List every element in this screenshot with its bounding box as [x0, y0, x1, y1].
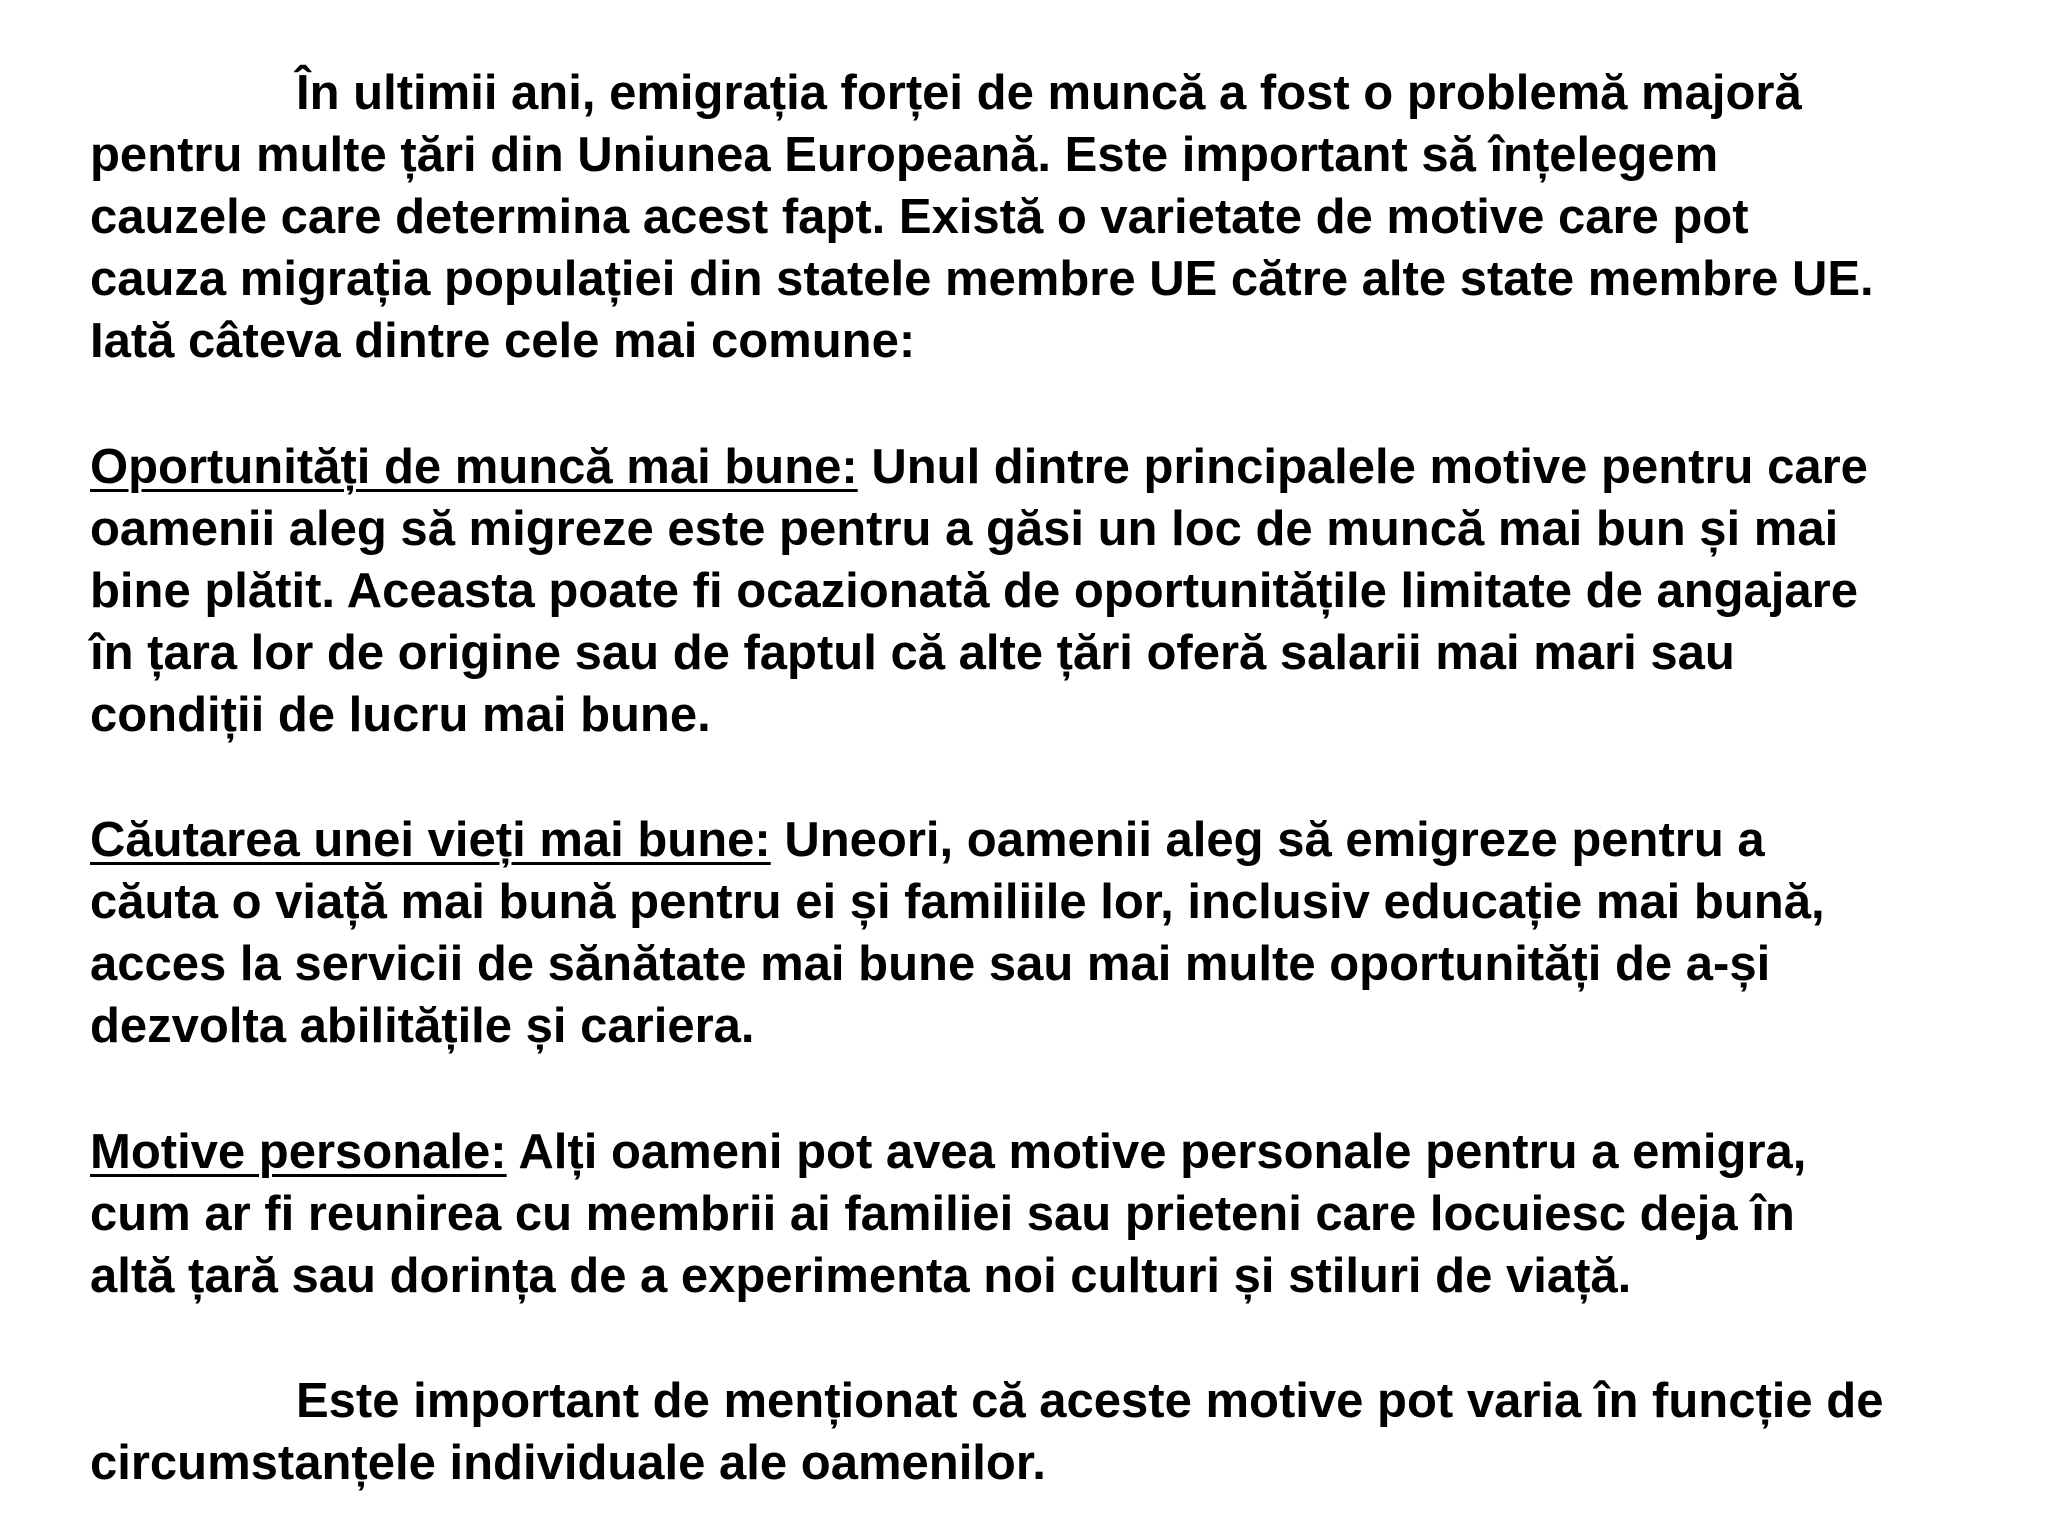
section-line: dezvolta abilitățile și cariera.: [90, 999, 755, 1053]
section-better-life: [90, 809, 1990, 1057]
section-line: altă țară sau dorința de a experimenta noi culturi și stiluri de viață.: [90, 1249, 1632, 1303]
section-first-line: [90, 809, 1990, 871]
conclusion-line: circumstanțele individuale ale oamenilor.: [90, 1436, 1046, 1490]
intro-line: cauzele care determina acest fapt. Există o varietate de motive care pot: [90, 190, 1749, 244]
conclusion-paragraph: [90, 1370, 1990, 1494]
intro-line: cauza migrația populației din statele membre UE către alte state membre UE.: [90, 252, 1874, 306]
section-line: oamenii aleg să migreze este pentru a găsi un loc de muncă mai bun și mai: [90, 502, 1839, 556]
section-line: acces la servicii de sănătate mai bune sau mai multe oportunități de a-și: [90, 937, 1771, 991]
section-line: cum ar fi reunirea cu membrii ai familiei sau prieteni care locuiesc deja în: [90, 1187, 1795, 1241]
intro-line: Iată câteva dintre cele mai comune:: [90, 314, 916, 368]
section-first-line: [90, 436, 1990, 498]
section-line: în țara lor de origine sau de faptul că alte țări oferă salarii mai mari sau: [90, 626, 1735, 680]
section-personal-reasons: [90, 1121, 1990, 1307]
section-line: bine plătit. Aceasta poate fi ocazionată de oportunitățile limitate de angajare: [90, 564, 1858, 618]
section-line: Alți oameni pot avea motive personale pentru a emigra,: [506, 1125, 1807, 1179]
conclusion-line: Este important de menționat că aceste motive pot varia în funcție de: [296, 1374, 1884, 1428]
intro-line: În ultimii ani, emigrația forței de muncă a fost o problemă majoră: [296, 66, 1802, 120]
intro-line: pentru multe țări din Uniunea Europeană. Este important să înțelegem: [90, 128, 1719, 182]
section-heading: Căutarea unei vieți mai bune:: [90, 813, 771, 867]
section-line: căuta o viață mai bună pentru ei și familiile lor, inclusiv educație mai bună,: [90, 875, 1825, 929]
section-heading: Oportunități de muncă mai bune:: [90, 440, 858, 494]
section-first-line: [90, 1121, 1990, 1183]
section-line: condiții de lucru mai bune.: [90, 688, 711, 742]
section-job-opportunities: [90, 436, 1990, 746]
intro-paragraph: [90, 62, 1990, 372]
section-line: Unul dintre principalele motive pentru care: [857, 440, 1868, 494]
section-heading: Motive personale:: [90, 1125, 507, 1179]
section-line: Uneori, oamenii aleg să emigreze pentru a: [770, 813, 1765, 867]
